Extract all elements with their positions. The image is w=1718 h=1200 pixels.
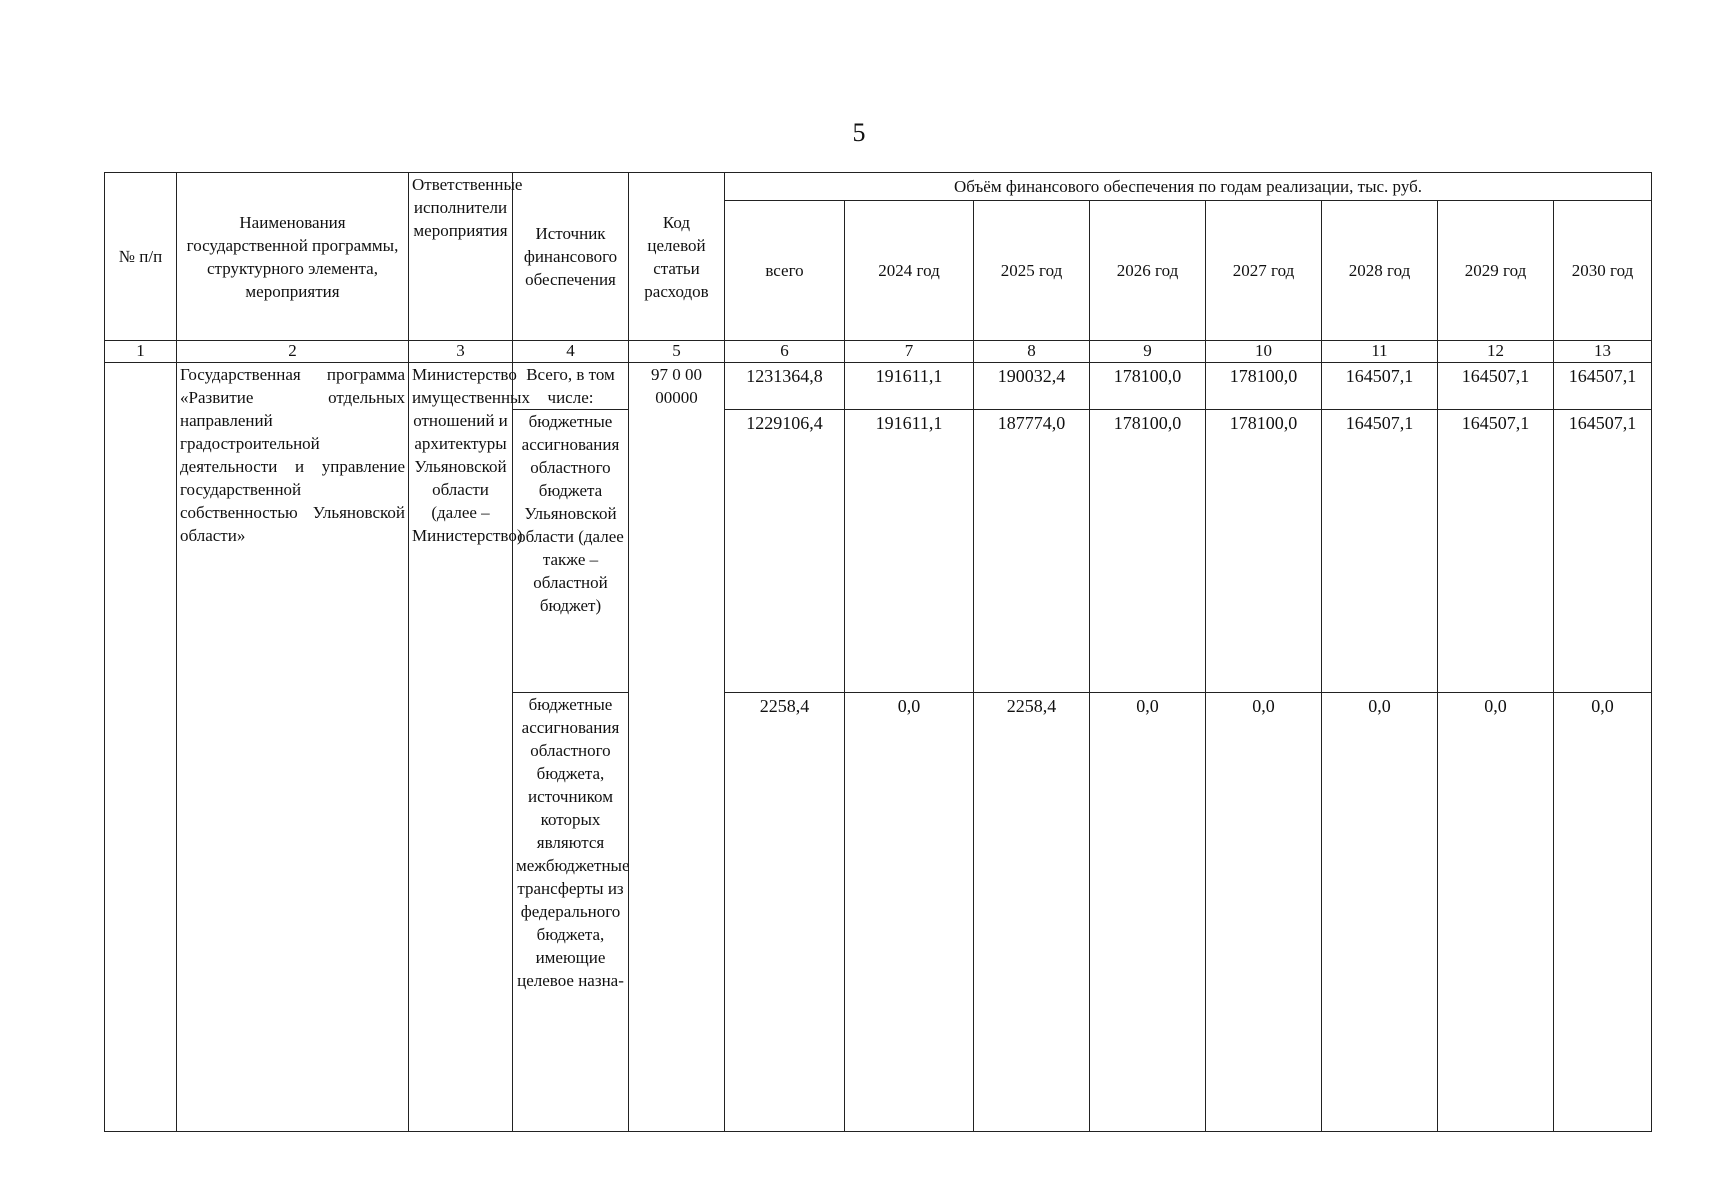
column-number: 11 — [1322, 341, 1438, 363]
source-cell: бюджетные ассигнования областного бюджета Ульяновской области (далее также – областной бюджет) — [513, 410, 629, 693]
header-year: 2025 год — [974, 201, 1090, 341]
value-cell: 191611,1 — [845, 363, 974, 410]
column-number: 4 — [513, 341, 629, 363]
value-total: 1231364,8 — [725, 363, 845, 410]
value-cell: 164507,1 — [1322, 363, 1438, 410]
header-year: 2030 год — [1554, 201, 1652, 341]
value-cell: 164507,1 — [1438, 363, 1554, 410]
value-cell: 164507,1 — [1322, 410, 1438, 693]
value-total: 2258,4 — [725, 693, 845, 1132]
value-cell: 191611,1 — [845, 410, 974, 693]
column-number: 5 — [629, 341, 725, 363]
value-cell: 164507,1 — [1554, 363, 1652, 410]
program-num-cell — [105, 363, 177, 1132]
table-row-total — [105, 363, 1652, 410]
column-number: 3 — [409, 341, 513, 363]
value-cell: 190032,4 — [974, 363, 1090, 410]
header-volume: Объём финансового обеспечения по годам реализации, тыс. руб. — [725, 173, 1652, 201]
page-number: 5 — [852, 118, 866, 147]
value-cell: 0,0 — [1322, 693, 1438, 1132]
value-cell: 178100,0 — [1206, 363, 1322, 410]
financing-table — [104, 172, 1652, 1132]
header-year: 2028 год — [1322, 201, 1438, 341]
value-cell: 164507,1 — [1554, 410, 1652, 693]
source-cell: бюджетные ассигнования областного бюджета, источником которых являются межбюджетные трансферты из федерального бюджета, имеющие целевое назна- — [513, 693, 629, 1132]
value-cell: 0,0 — [1206, 693, 1322, 1132]
header-year: 2027 год — [1206, 201, 1322, 341]
header-year: 2029 год — [1438, 201, 1554, 341]
value-cell: 178100,0 — [1090, 410, 1206, 693]
program-responsible: Министерство имущественных отношений и архитектуры Ульяновской области (далее – Министерство) — [409, 363, 513, 1132]
header-num: № п/п — [105, 173, 177, 341]
value-cell: 0,0 — [845, 693, 974, 1132]
value-cell: 2258,4 — [974, 693, 1090, 1132]
header-source: Источник финансового обеспечения — [513, 173, 629, 341]
value-total: 1229106,4 — [725, 410, 845, 693]
column-number: 13 — [1554, 341, 1652, 363]
column-number: 9 — [1090, 341, 1206, 363]
value-cell: 178100,0 — [1206, 410, 1322, 693]
value-cell: 164507,1 — [1438, 410, 1554, 693]
value-cell: 0,0 — [1554, 693, 1652, 1132]
value-cell: 178100,0 — [1090, 363, 1206, 410]
column-number: 12 — [1438, 341, 1554, 363]
header-name: Наименования государственной программы, структурного элемента, мероприятия — [177, 173, 409, 341]
header-total: всего — [725, 201, 845, 341]
column-number: 10 — [1206, 341, 1322, 363]
header-code: Код целевой статьи расходов — [629, 173, 725, 341]
column-number: 2 — [177, 341, 409, 363]
value-cell: 187774,0 — [974, 410, 1090, 693]
header-responsible: Ответственные исполнители мероприятия — [409, 173, 513, 341]
source-cell: Всего, в том числе: — [513, 363, 629, 410]
column-number: 8 — [974, 341, 1090, 363]
program-code: 97 0 00 00000 — [629, 363, 725, 1132]
column-number: 6 — [725, 341, 845, 363]
column-number: 1 — [105, 341, 177, 363]
value-cell: 0,0 — [1438, 693, 1554, 1132]
header-year: 2026 год — [1090, 201, 1206, 341]
column-number: 7 — [845, 341, 974, 363]
column-number-row — [105, 341, 1652, 363]
header-year: 2024 год — [845, 201, 974, 341]
program-name: Государственная программа «Развитие отдельных направлений градостроительной деятельности и управление государственной собственностью Ульяновской области» — [177, 363, 409, 1132]
value-cell: 0,0 — [1090, 693, 1206, 1132]
